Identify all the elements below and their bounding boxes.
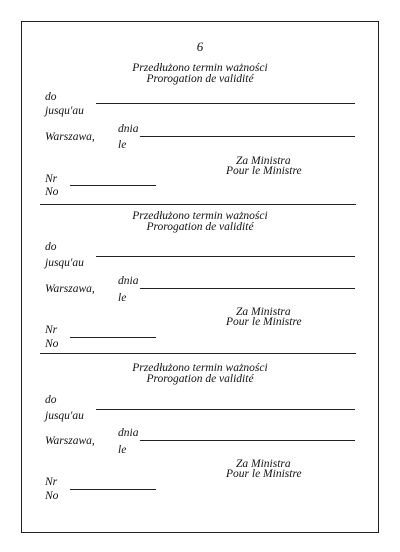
no-label: No [45,186,59,198]
signature-label-pl: Za Ministra [236,458,291,470]
page-number: 6 [196,39,204,54]
le-label: le [118,444,127,456]
do-label: do [45,241,57,253]
nr-label: Nr [45,476,58,488]
signature-label-fr: Pour le Ministre [226,165,302,177]
le-label: le [118,139,127,151]
dnia-label: dnia [118,275,139,287]
do-label: do [45,394,57,406]
number-line[interactable] [70,337,156,338]
section-title-fr: Prorogation de validité [146,373,254,385]
place-label: Warszawa, [45,435,95,447]
jusqu-label: jusqu'au [45,410,84,422]
le-label: le [118,292,127,304]
signature-label-pl: Za Ministra [236,306,291,318]
section-title-fr: Prorogation de validité [146,221,254,233]
do-label: do [45,91,57,103]
number-line[interactable] [70,185,156,186]
place-label: Warszawa, [45,283,95,295]
nr-label: Nr [45,173,58,185]
dnia-label: dnia [118,123,139,135]
no-label: No [45,338,59,350]
section-divider [40,353,356,354]
section-divider [40,204,356,205]
no-label: No [45,490,59,502]
dnia-label: dnia [118,427,139,439]
section-title-pl: Przedłużono termin ważności [132,362,268,374]
jusqu-label: jusqu'au [45,105,84,117]
validity-date-line[interactable] [96,103,355,104]
extension-section-3 [0,360,400,508]
extension-section-2 [0,208,400,356]
validity-date-line[interactable] [96,256,355,257]
issue-date-line[interactable] [140,440,355,441]
extension-section-1 [0,60,400,208]
signature-label-fr: Pour le Ministre [226,316,302,328]
number-line[interactable] [70,489,156,490]
validity-date-line[interactable] [96,409,355,410]
issue-date-line[interactable] [140,288,355,289]
place-label: Warszawa, [45,131,95,143]
section-title-pl: Przedłużono termin ważności [132,62,268,74]
signature-label-fr: Pour le Ministre [226,468,302,480]
nr-label: Nr [45,324,58,336]
signature-label-pl: Za Ministra [236,155,291,167]
section-title-pl: Przedłużono termin ważności [132,210,268,222]
issue-date-line[interactable] [140,136,355,137]
section-title-fr: Prorogation de validité [146,73,254,85]
jusqu-label: jusqu'au [45,257,84,269]
